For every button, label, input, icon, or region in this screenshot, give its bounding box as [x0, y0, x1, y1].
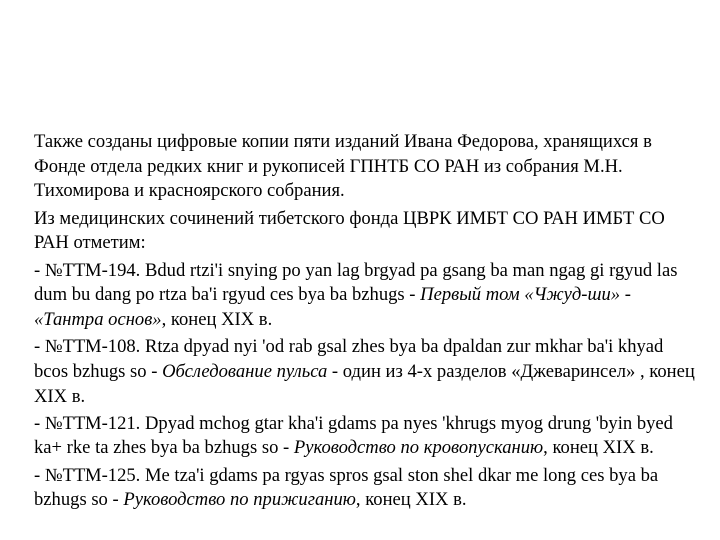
item-title-text: - №ТТМ-194. Bdud rtzi'i snying po yan lag brgyad pa gsang ba man ngag gi rgyud las dum bu dang po rtza ba'i rgyud ces bya ba bzhugs -	[34, 259, 678, 306]
item-translation-italic: Обследование пульса	[162, 360, 328, 382]
item-date-text: , конец XIX в.	[543, 437, 654, 459]
item-title-text: - №ТТМ-108. Rtza dpyad nyi 'od rab gsal zhes bya ba dpaldan zur mkhar ba'i khyad bcos bzhugs so -	[34, 336, 664, 382]
item-translation-italic: Первый том «Чжуд-ши» - «Тантра основ»	[34, 284, 631, 330]
paragraph-digital-copies	[34, 130, 696, 204]
paragraph-text: Также созданы цифровые копии пяти изданий Ивана Федорова, хранящихся в Фонде отдела редких книг и рукописей ГПНТБ СО РАН из собрания М.Н. Тихомирова и красноярского собрания.	[34, 131, 652, 202]
paragraph-text: Из медицинских сочинений тибетского фонда ЦВРК ИМБТ СО РАН ИМБТ СО РАН отметим:	[34, 207, 665, 254]
list-item-ttm-194	[34, 259, 696, 333]
list-item-ttm-125	[34, 464, 696, 513]
item-date-text: - один из 4-х разделов «Джеваринсел» , конец XIX в.	[34, 360, 695, 407]
item-translation-italic: Руководство по кровопусканию	[293, 437, 544, 459]
item-title-text: - №ТТМ-125. Me tza'i gdams pa rgyas spros gsal ston shel dkar me long ces bya ba bzhugs so -	[34, 464, 659, 511]
list-item-ttm-108	[34, 335, 696, 409]
item-date-text: , конец XIX в.	[161, 308, 273, 330]
item-translation-italic: Руководство по прижиганию	[123, 489, 356, 511]
item-date-text: , конец XIX в.	[355, 489, 467, 511]
item-title-text: - №ТТМ-121. Dpyad mchog gtar kha'i gdams pa nyes 'khrugs myog drung 'byin byed ka+ rke ta zhes bya ba bzhugs so -	[34, 412, 673, 459]
body-text	[34, 130, 696, 513]
paragraph-medical-intro	[34, 207, 696, 256]
list-item-ttm-121	[34, 412, 696, 461]
